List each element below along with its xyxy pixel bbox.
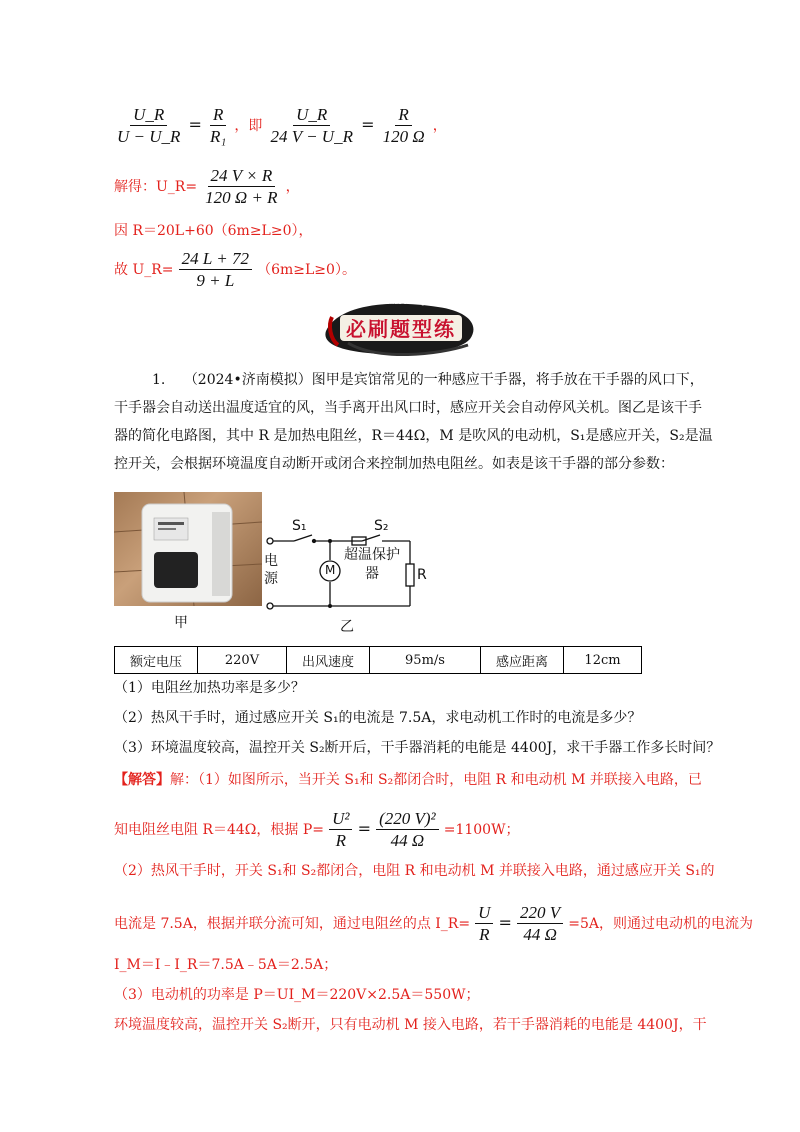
answer-label: 【解答】 [114,772,170,788]
table-cell: 220V [198,647,287,674]
fraction: $\frac{\text{U²}}{R}$ [329,808,352,851]
table-cell: 感应距离 [481,647,564,674]
answer-p3a: （3）电动机的功率是 P＝UI_M＝220V×2.5A＝550W； [114,987,480,1003]
subquestion-1: （1）电阻丝加热功率是多少？ [114,680,305,696]
resistor-label: R [417,567,427,583]
answer-p2c: I_M＝I﹣I_R＝7.5A﹣5A＝2.5A； [114,957,338,973]
answer-p2b: 电流是 7.5A，根据并联分流可知，通过电阻丝的点 I_R= $\frac{U}{R}$ = $\frac{220 V}{44 \Omega}$ =5A，则通过电动机的电流为 [114,903,754,944]
switch-s2-label: S₂ [374,518,389,534]
params-table [114,646,642,674]
circuit-caption: 乙 [340,619,354,635]
dryer-photo [114,492,262,606]
banner-title: 必刷题型练 [346,317,456,341]
question [114,366,714,478]
fraction: $\frac{U\_R}{U - U\_R}$ [117,105,181,146]
fraction: $\frac{24 V \times R}{120 \Omega + R}$ [205,166,278,207]
derivation-solve: 解得：U_R= $\frac{24 V \times R}{120 \Omega + R}$ ， [114,166,300,207]
answer-p1b: 知电阻丝电阻 R＝44Ω，根据 P= $\frac{\text{U²}}{R}$ = $\frac{\text{(220 V)²}}{44 \Omega}$ =1100W； [114,809,520,850]
question-source: （2024•济南模拟） [183,372,312,388]
table-cell: 额定电压 [115,647,198,674]
fraction: $\frac{24 L + 72}{9 + L}$ [179,248,252,291]
answer-p3b: 环境温度较高，温控开关 S₂断开，只有电动机 M 接入电路，若干手器消耗的电能是 4400J，干 [114,1017,707,1033]
section-banner [318,295,483,361]
power-source-label: 电源 [264,553,278,587]
answer-p2a: （2）热风干手时，开关 S₁和 S₂都闭合，电阻 R 和电动机 M 并联接入电路，通过感应开关 S₁的 [114,863,715,879]
photo-caption: 甲 [174,615,188,631]
subquestion-3: （3）环境温度较高，温控开关 S₂断开后，干手器消耗的电能是 4400J，求干手器工作多长时间？ [114,740,721,756]
table-cell: 95m/s [370,647,481,674]
subquestion-2: （2）热风干手时，通过感应开关 S₁的电流是 7.5A，求电动机工作时的电流是多少？ [114,710,642,726]
derivation-because: 因 R＝20L+60（6m≥L≥0）， [114,223,313,239]
question-text: 图甲是宾馆常见的一种感应干手器，将手放在干手器的风口下，干手器会自动送出温度适宜的风，当手离开出风口时，感应开关会自动停风关机。图乙是该干手器的简化电路图，其中 R 是加热电阻丝，R＝44Ω，M 是吹风的电动机，S₁是感应开关，S₂是温控开关，会根据环境温度自动断开或闭合来控制加热电阻丝。如表是该干手器的部分参数： [114,372,713,472]
fraction: $\frac{220 V}{44 \Omega}$ [517,902,563,945]
fraction: $\frac{U}{R}$ [475,902,493,945]
dryer-illustration [114,492,262,606]
derivation-eq1: $\frac{U\_R}{U - U\_R}$ = $\frac{R}{\text{R₁}}$ ，即 $\frac{U\_R}{24 V - U\_R}$ = $\frac{R}{120 \Omega}$ ， [114,104,447,147]
protector-label: 超温保护器 [344,547,400,582]
fraction: $\frac{\text{(220 V)²}}{44 \Omega}$ [376,808,439,851]
banner-script: Bi Shua Ti Xing Lian [378,299,441,306]
fraction: $\frac{R}{\text{R₁}}$ [210,105,227,146]
answer-p1a: 【解答】解：（1）如图所示，当开关 S₁和 S₂都闭合时，电阻 R 和电动机 M 并联接入电路，已 [114,772,702,788]
fraction: $\frac{R}{120 \Omega}$ [382,105,425,146]
table-row [115,647,642,674]
derivation-therefore: 故 U_R= $\frac{24 L + 72}{9 + L}$ （6m≥L≥0）。 [114,249,356,290]
motor-label: M [325,563,336,577]
fraction: $\frac{U\_R}{24 V - U\_R}$ [270,105,353,146]
circuit-diagram [262,512,442,635]
table-cell: 12cm [564,647,642,674]
question-number: 1. [152,372,166,388]
table-cell: 出风速度 [287,647,370,674]
switch-s1-label: S₁ [292,518,307,534]
